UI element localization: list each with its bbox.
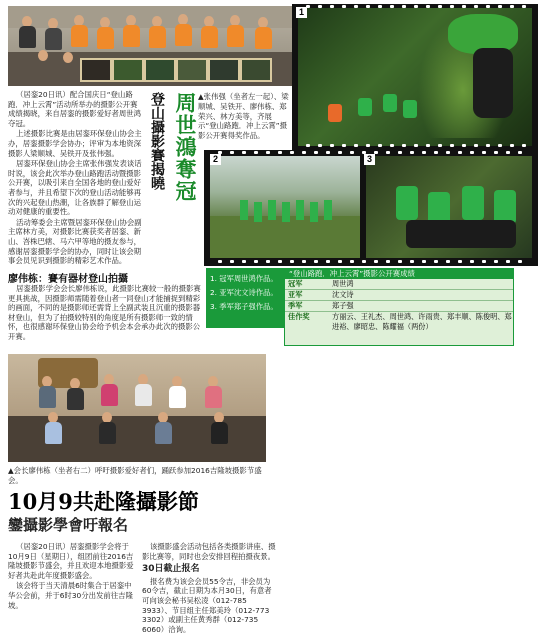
- film-hole: [458, 151, 462, 154]
- film-hole: [422, 260, 426, 263]
- film-hole: [426, 5, 430, 8]
- film-hole: [438, 144, 442, 147]
- film-hole: [318, 5, 322, 8]
- results-row: [285, 290, 513, 301]
- film-hole: [434, 151, 438, 154]
- film-hole: [314, 151, 318, 154]
- film-hole: [402, 5, 406, 8]
- results-label: 亚军: [288, 290, 303, 299]
- winners-list-item: 3. 季军郑子强作品。: [210, 302, 278, 311]
- film-hole: [302, 260, 306, 263]
- film-hole: [510, 5, 514, 8]
- paragraph: 上述摄影比赛是由居銮环保登山协会主办，居銮摄影学会协办；评审为本地资深摄影人梁顺城、吴铁开及张伟强。: [8, 129, 142, 158]
- film-hole: [242, 260, 246, 263]
- paragraph: 该摄影盛会活动包括各类摄影讲座、摄影比赛等，同时也会安排回程拍摄夜景。: [142, 542, 276, 561]
- film-hole: [266, 151, 270, 154]
- film-hole: [386, 151, 390, 154]
- film-hole: [242, 151, 246, 154]
- film-hole: [326, 151, 330, 154]
- group-photo-bottom: [8, 354, 266, 462]
- film-hole: [390, 144, 394, 147]
- paragraph: 居銮环保登山协会主席张伟强发表谈话时说，该会此次举办登山路跑活动暨摄影公开赛，以吸引来自全国各地的登山爱好者参与，并且希望下次的登山活动能够再次的兴起登山热潮，让各族群了解登山运动对健康的重要性。: [8, 159, 142, 217]
- paragraph: （居銮20日讯）配合国庆日“登山路跑．冲上云霄”活动所举办的摄影公开赛成绩揭晓，来自居銮的摄影爱好者周世鸿夺冠。: [8, 90, 142, 128]
- film-hole: [386, 260, 390, 263]
- film-hole: [230, 260, 234, 263]
- film-hole: [354, 5, 358, 8]
- film-hole: [506, 260, 510, 263]
- film-hole: [218, 260, 222, 263]
- film-hole: [218, 151, 222, 154]
- article-body-top-2: [8, 284, 206, 343]
- results-value: 沈文诗: [332, 290, 354, 299]
- film-hole: [318, 144, 322, 147]
- film-hole: [338, 260, 342, 263]
- film-hole: [518, 151, 522, 154]
- results-row: [285, 312, 513, 332]
- film-hole: [486, 144, 490, 147]
- film-hole: [518, 260, 522, 263]
- results-label: 佳作奖: [288, 312, 310, 321]
- film-hole: [254, 151, 258, 154]
- film-hole: [378, 144, 382, 147]
- film-hole: [410, 260, 414, 263]
- paragraph: 活动筹委会主席暨居銮环保登山协会副主席林方美，对摄影比赛获奖者居銮、新山、峇株巴辖、马六甲等地的摄友参与，感谢居銮摄影学会的协办，同时让该会期事会员见识到摄影的精彩艺术作品。: [8, 217, 142, 266]
- winners-list-item: 1. 冠军周世鸿作品。: [210, 274, 278, 283]
- film-hole: [362, 151, 366, 154]
- film-hole: [342, 5, 346, 8]
- film-hole: [522, 5, 526, 8]
- film-hole: [374, 151, 378, 154]
- article-body-bottom: [8, 542, 136, 611]
- results-value: 郑子强: [332, 301, 354, 310]
- results-label: 冠军: [288, 279, 303, 288]
- subheadline-bottom: 鑾攝影學會吁報名: [8, 516, 129, 534]
- film-hole: [278, 151, 282, 154]
- film-hole: [474, 5, 478, 8]
- film-hole: [354, 144, 358, 147]
- film-hole: [522, 144, 526, 147]
- film-hole: [410, 151, 414, 154]
- winners-list-box: [206, 268, 284, 328]
- film-hole: [290, 151, 294, 154]
- film-hole: [446, 260, 450, 263]
- results-title: “登山路跑．冲上云霄”摄影公开赛成绩: [285, 269, 513, 279]
- winners-list-item: 2. 亚军沈文诗作品。: [210, 288, 278, 297]
- film-hole: [342, 144, 346, 147]
- film-hole: [350, 151, 354, 154]
- group-photo-top: [8, 6, 292, 86]
- film-hole: [450, 144, 454, 147]
- film-hole: [458, 260, 462, 263]
- film-hole: [462, 5, 466, 8]
- paragraph: 报名费为该会会员55令吉，非会员为60令吉，截止日期为本月30日，有意者可向该会秘书吴松凌（012-785 3933）、节目组主任郑美玲（012-773 3302）或副主任黄秀群（012-735 6060）洽询。: [142, 576, 272, 634]
- film-hole: [510, 144, 514, 147]
- panel-number: 3: [364, 154, 375, 165]
- results-box: [284, 268, 514, 346]
- deadline-subhead: 30日截止报名: [142, 564, 200, 575]
- subheadline-top: 登山攝影賽揭曉: [149, 92, 165, 190]
- results-label: 季军: [288, 301, 303, 310]
- film-hole: [398, 151, 402, 154]
- hiker-photo-1: [298, 8, 532, 146]
- results-value: 方丽云、王礼杰、周世鸿、许雨贵、郑丰顺、陈俊明、郑进裕、廖昭忠、陈耀福（两份）: [332, 312, 512, 331]
- subhead-liao: 廖伟栋：賽有器材登山拍攝: [8, 274, 128, 285]
- film-hole: [314, 260, 318, 263]
- film-hole: [254, 260, 258, 263]
- film-hole: [422, 151, 426, 154]
- film-hole: [398, 260, 402, 263]
- photo-caption-top: ▲张伟强（坐者左一起）、梁顺城、吴铁开、廖伟栋、郑荣兴、林方美等，齐展示“登山路跑．冲上云霄”摄影公开赛得奖作品。: [198, 92, 289, 141]
- paragraph: （居銮20日讯）居銮摄影学会将于10月9日（星期日），组团前往2016吉隆坡摄影节盛会，并且欢迎本地摄影爱好者共赴此年度摄影盛会。: [8, 542, 134, 580]
- film-hole: [306, 5, 310, 8]
- film-hole: [390, 5, 394, 8]
- film-hole: [350, 260, 354, 263]
- film-hole: [414, 5, 418, 8]
- film-hole: [498, 144, 502, 147]
- film-hole: [374, 260, 378, 263]
- paragraph: 该会将于当天清晨6时集合于居銮中华公会前，并于6时30分出发前往吉隆坡。: [8, 581, 133, 610]
- film-hole: [414, 144, 418, 147]
- film-hole: [426, 144, 430, 147]
- headline-top: 周世鴻奪冠: [173, 92, 198, 202]
- results-row: [285, 279, 513, 290]
- film-hole: [326, 260, 330, 263]
- film-hole: [378, 5, 382, 8]
- film-hole: [306, 144, 310, 147]
- film-hole: [366, 5, 370, 8]
- film-hole: [366, 144, 370, 147]
- photo-caption-bottom: ▲会长廖伟栋（坐者右二）呼吁摄影爱好者们，踊跃参加2016吉隆坡摄影节盛会。: [8, 466, 262, 485]
- film-hole: [470, 260, 474, 263]
- film-hole: [302, 151, 306, 154]
- film-hole: [434, 260, 438, 263]
- film-hole: [498, 5, 502, 8]
- film-hole: [494, 260, 498, 263]
- hiker-photo-3: [366, 156, 532, 258]
- film-strip: [292, 4, 538, 150]
- film-hole: [330, 144, 334, 147]
- film-hole: [482, 151, 486, 154]
- film-hole: [446, 151, 450, 154]
- film-hole: [494, 151, 498, 154]
- film-hole: [506, 151, 510, 154]
- film-hole: [402, 144, 406, 147]
- results-row: [285, 301, 513, 312]
- paragraph: 居銮摄影学会会长廖伟栋说，此摄影比赛较一般的摄影赛更具挑战，因摄影师需随着登山者一同登山才能捕捉到精彩的画面，不同的是摄影师还需背上全副武装且沉重的摄影器材登山，但为了拍摄较特别的角度是所有摄影师一致的情怀，也很感谢环保登山协会给予机会本会承办此次的摄影公开赛。: [8, 284, 201, 341]
- film-strip-lower: [204, 150, 538, 266]
- panel-number: 2: [210, 154, 221, 165]
- results-value: 周世鸿: [332, 279, 354, 288]
- article-body-bottom-2: [142, 542, 276, 635]
- article-body-top: [8, 90, 142, 267]
- hiker-photo-2: [210, 156, 360, 258]
- headline-bottom: 10月9共赴隆攝影節: [8, 489, 199, 514]
- film-hole: [362, 260, 366, 263]
- film-hole: [486, 5, 490, 8]
- film-hole: [470, 151, 474, 154]
- film-hole: [482, 260, 486, 263]
- film-hole: [474, 144, 478, 147]
- panel-number: 1: [296, 7, 307, 18]
- film-hole: [438, 5, 442, 8]
- film-hole: [230, 151, 234, 154]
- film-hole: [266, 260, 270, 263]
- film-hole: [450, 5, 454, 8]
- film-hole: [338, 151, 342, 154]
- film-hole: [278, 260, 282, 263]
- film-hole: [462, 144, 466, 147]
- film-hole: [290, 260, 294, 263]
- film-hole: [330, 5, 334, 8]
